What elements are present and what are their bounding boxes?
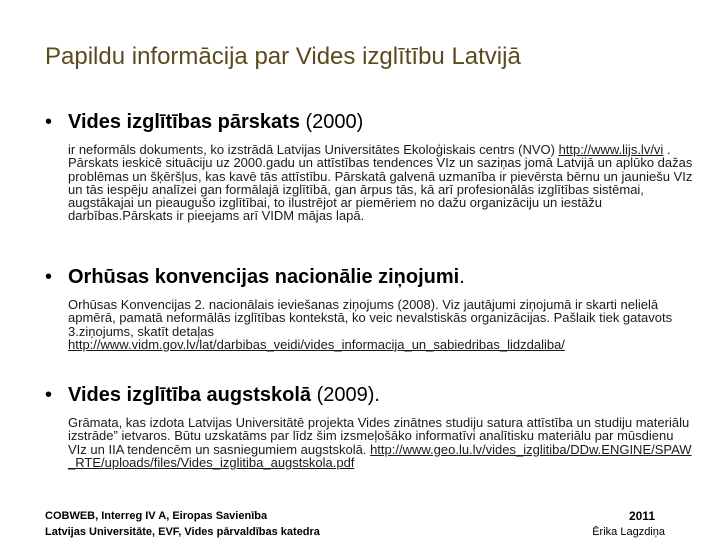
bullet-icon <box>45 265 68 289</box>
footer-project: COBWEB, Interreg IV A, Eiropas Savienība <box>45 510 268 522</box>
section-heading: Vides izglītība augstskolā (2009). <box>68 384 380 406</box>
section-aarhus-reports <box>45 265 695 351</box>
footer-institution: Latvijas Universitāte, EVF, Vides pārvaldības katedra <box>45 526 320 538</box>
section-body: Grāmata, kas izdota Latvijas Universitātē projekta Vides zinātnes studiju satura attīstība un studiju materiālu izstrāde” ietvaros. Būtu uzskatāms par līdz šim izsmeļošāko informatīvi analītisku materiālu par mūsdienu VIz un IIA tendencēm un sasniegumiem augstskolā. http://www.geo.lu.lv/vides_izglitiba/DDw.ENGINE/SPAW_RTE/uploads/files/Vides_izglitiba_augstskola.pdf <box>68 415 692 470</box>
section-heading: Vides izglītības pārskats (2000) <box>68 111 364 133</box>
footer-left <box>45 508 320 540</box>
footer-author: Ērika Lagzdiņa <box>592 526 665 538</box>
section-body: Orhūsas Konvencijas 2. nacionālais ieviešanas ziņojums (2008). Viz jautājumi ziņojumā ir skarti nelielā apmērā, pamatā neformālās izglītības kontekstā, ko veic nevalstiskās organizācijas. Pašlaik tiek gatavots 3.ziņojums, skatīt detaļas http://www.vidm.gov.lv/lat/darbibas_veidi/vides_informacija_un_sabiedribas_lidzdaliba/ <box>68 297 673 352</box>
section-heading: Orhūsas konvencijas nacionālie ziņojumi. <box>68 266 465 288</box>
lijs-link[interactable]: http://www.lijs.lv/vi <box>558 142 664 157</box>
section-higher-education <box>45 383 695 469</box>
bullet-icon <box>45 383 68 407</box>
section-overview-2000 <box>45 110 695 223</box>
geo-lu-pdf-link[interactable]: http://www.geo.lu.lv/vides_izglitiba/DDw.ENGINE/SPAW_RTE/uploads/files/Vides_izglitiba_augstskola.pdf <box>68 441 692 470</box>
bullet-icon <box>45 110 68 134</box>
footer-year: 2011 <box>628 509 655 523</box>
section-body: ir neformāls dokuments, ko izstrādā Latvijas Universitātes Ekoloģiskais centrs (NVO) http://www.lijs.lv/vi . Pārskats ieskicē situāciju uz 2000.gadu un attīstības tendences VIz un saziņas jomā Latvijā un aplūko dažas problēmas un šķēršļus, kas kavē tās attīstību. Pārskatā galvenā uzmanība ir pievērsta bērnu un jauniešu VIz un tās iespēju analīzei gan formālajā izglītībā, gan ārpus tās, kā arī profesionālās izglītības sistēmai, augstākajai un pieaugušo izglītībai, to ilustrējot ar piemēriem no dažu organizāciju un iestāžu darbības.Pārskats ir pieejams arī VIDM mājas lapā. <box>68 142 693 224</box>
slide-title: Papildu informācija par Vides izglītību Latvijā <box>45 43 521 70</box>
footer-right <box>592 508 665 540</box>
vidm-link[interactable]: http://www.vidm.gov.lv/lat/darbibas_veidi/vides_informacija_un_sabiedribas_lidzdaliba/ <box>68 336 565 352</box>
